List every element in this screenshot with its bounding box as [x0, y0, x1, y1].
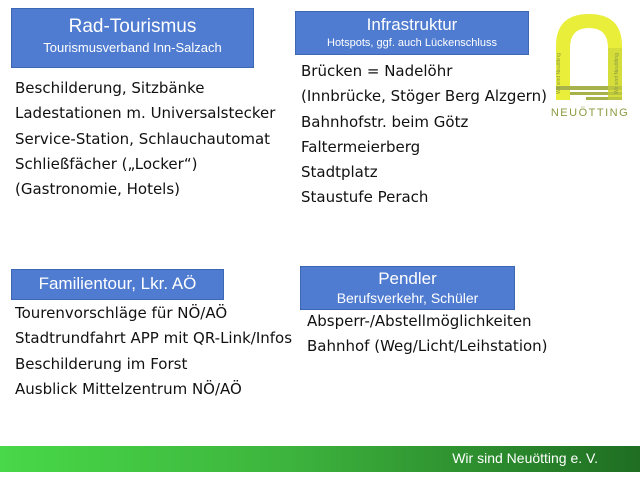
header-pendler — [300, 266, 515, 310]
header-rad-tourismus — [11, 8, 254, 68]
logo-wordmark: NEUÖTTING — [550, 107, 630, 119]
list-pendler — [307, 309, 548, 360]
section-title: Infrastruktur — [366, 15, 458, 34]
list-item: Bahnhof (Weg/Licht/Leihstation) — [307, 337, 548, 356]
list-item: Tourenvorschläge für NÖ/AÖ — [15, 304, 228, 322]
logo-vertical-text-2: Wir sind Neuötting — [614, 53, 620, 94]
list-item: Faltermeierberg — [301, 137, 421, 156]
list-item: Stadtrundfahrt APP mit QR-Link/Infos — [15, 329, 293, 348]
list-item: (Gastronomie, Hotels) — [15, 180, 181, 199]
list-familientour — [15, 301, 292, 402]
section-title: Pendler — [378, 269, 437, 288]
list-item: Schließfächer („Locker“) — [15, 154, 198, 173]
list-item: Staustufe Perach — [301, 188, 429, 207]
list-item: Beschilderung, Sitzbänke — [15, 79, 205, 97]
list-rad-tourismus — [15, 76, 275, 202]
list-item: (Innbrücke, Stöger Berg Alzgern) — [301, 87, 547, 106]
section-title: Familientour, Lkr. AÖ — [38, 274, 197, 293]
list-infrastruktur — [301, 59, 547, 211]
section-subtitle: Tourismusverband Inn-Salzach — [43, 39, 222, 55]
section-subtitle: Hotspots, ggf. auch Lückenschluss — [327, 36, 497, 49]
list-item: Bahnhofstr. beim Götz — [301, 112, 469, 131]
section-subtitle: Berufsverkehr, Schüler — [336, 289, 479, 306]
list-item: Absperr-/Abstellmöglichkeiten — [307, 312, 532, 330]
list-item: Ladestationen m. Universalstecker — [15, 104, 276, 123]
section-title: Rad-Tourismus — [68, 16, 197, 37]
header-familientour — [11, 269, 224, 300]
logo-vertical-text: Wir sind Neuötting — [556, 53, 562, 94]
list-item: Beschilderung im Forst — [15, 354, 188, 373]
list-item: Stadtplatz — [301, 163, 378, 182]
footer-text: Wir sind Neuötting e. V. — [452, 450, 598, 466]
footer-bar — [0, 446, 640, 472]
list-item: Ausblick Mittelzentrum NÖ/AÖ — [15, 379, 242, 398]
header-infrastruktur — [295, 11, 529, 55]
list-item: Service-Station, Schlauchautomat — [15, 129, 271, 148]
list-item: Brücken = Nadelöhr — [301, 62, 453, 80]
